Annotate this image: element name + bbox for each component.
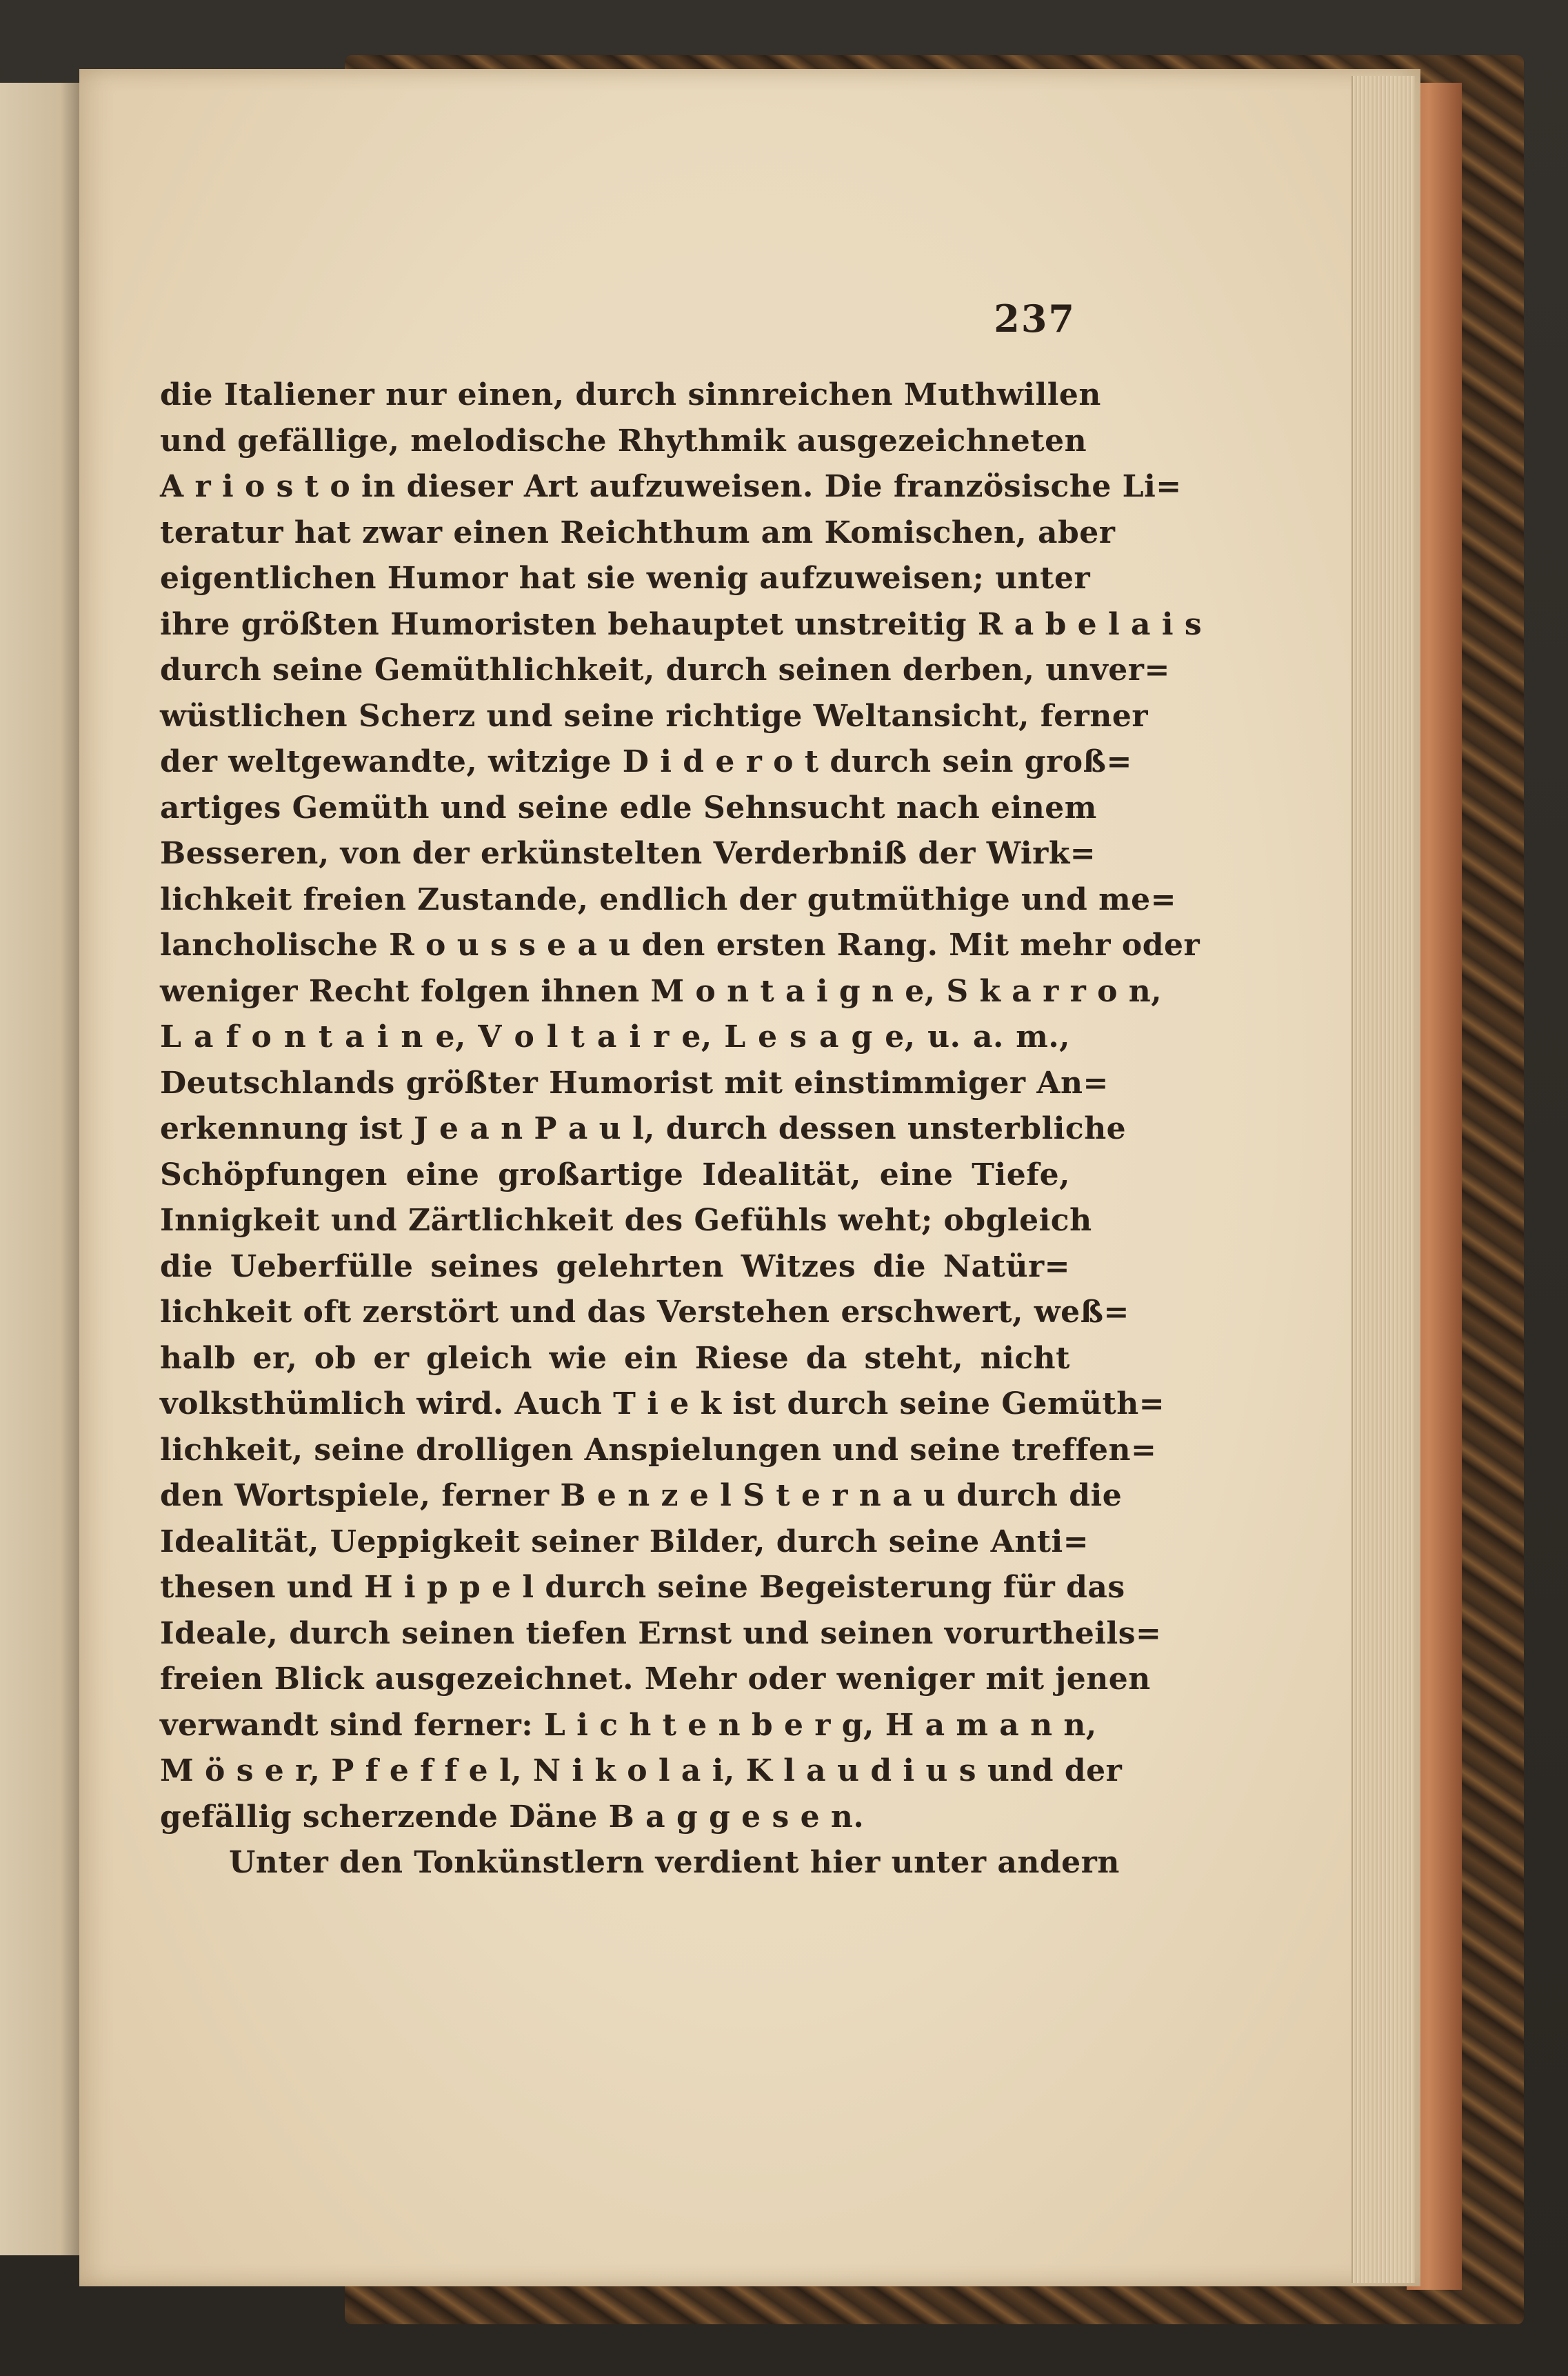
text-line: lichkeit oft zerstört und das Verstehen erschwert, weß= — [160, 1295, 1129, 1330]
text-line: volksthümlich wird. Auch T i e k ist durch seine Gemüth= — [160, 1386, 1165, 1421]
text-line: eigentlichen Humor hat sie wenig aufzuweisen; unter — [160, 561, 1091, 596]
text-line: Idealität, Ueppigkeit seiner Bilder, durch seine Anti= — [160, 1524, 1089, 1559]
facing-page — [0, 83, 86, 2255]
text-line: lichkeit freien Zustande, endlich der gutmüthige und me= — [160, 881, 1177, 917]
text-line: teratur hat zwar einen Reichthum am Komischen, aber — [160, 515, 1116, 550]
text-line: Unter den Tonkünstlern verdient hier unter andern — [229, 1845, 1120, 1880]
text-line: erkennung ist J e a n P a u l, durch dessen unsterbliche — [160, 1111, 1127, 1146]
text-line: die Italiener nur einen, durch sinnreichen Muthwillen — [160, 377, 1101, 412]
text-line: die Ueberfülle seines gelehrten Witzes die Natür= — [160, 1248, 1070, 1284]
text-line: Schöpfungen eine großartige Idealität, eine Tiefe, — [160, 1157, 1070, 1192]
text-line: ihre größten Humoristen behauptet unstreitig R a b e l a i s — [160, 606, 1203, 642]
text-line: und gefällige, melodische Rhythmik ausgezeichneten — [160, 423, 1087, 459]
text-line: freien Blick ausgezeichnet. Mehr oder weniger mit jenen — [160, 1661, 1151, 1697]
text-line: halb er, ob er gleich wie ein Riese da steht, nicht — [160, 1340, 1070, 1376]
text-line: den Wortspiele, ferner B e n z e l S t e r n a u durch die — [160, 1478, 1123, 1513]
text-line: thesen und H i p p e l durch seine Begeisterung für das — [160, 1570, 1125, 1605]
text-line: verwandt sind ferner: L i c h t e n b e r g, H a m a n n, — [160, 1707, 1097, 1743]
text-line: durch seine Gemüthlichkeit, durch seinen derben, unver= — [160, 652, 1170, 688]
text-line: weniger Recht folgen ihnen M o n t a i g n e, S k a r r o n, — [160, 973, 1163, 1009]
page-number: 237 — [994, 297, 1076, 341]
text-line: gefällig scherzende Däne B a g g e s e n. — [160, 1799, 865, 1835]
text-line: wüstlichen Scherz und seine richtige Weltansicht, ferner — [160, 698, 1149, 734]
text-line: artiges Gemüth und seine edle Sehnsucht nach einem — [160, 790, 1097, 826]
page-edges — [1351, 76, 1415, 2283]
text-line: lichkeit, seine drolligen Anspielungen und seine treffen= — [160, 1432, 1157, 1468]
text-line: Innigkeit und Zärtlichkeit des Gefühls weht; obgleich — [160, 1203, 1092, 1238]
text-line: L a f o n t a i n e, V o l t a i r e, L e s a g e, u. a. m., — [160, 1019, 1070, 1055]
text-line: der weltgewandte, witzige D i d e r o t durch sein groß= — [160, 744, 1132, 779]
text-line: M ö s e r, P f e f f e l, N i k o l a i, K l a u d i u s und der — [160, 1753, 1123, 1788]
text-line: lancholische R o u s s e a u den ersten Rang. Mit mehr oder — [160, 928, 1200, 963]
text-line: Ideale, durch seinen tiefen Ernst und seinen vorurtheils= — [160, 1615, 1162, 1651]
text-line: A r i o s t o in dieser Art aufzuweisen. Die französische Li= — [160, 469, 1182, 504]
text-line: Besseren, von der erkünstelten Verderbniß der Wirk= — [160, 836, 1096, 871]
text-line: Deutschlands größter Humorist mit einstimmiger An= — [160, 1065, 1109, 1101]
body-text — [160, 372, 1203, 1886]
